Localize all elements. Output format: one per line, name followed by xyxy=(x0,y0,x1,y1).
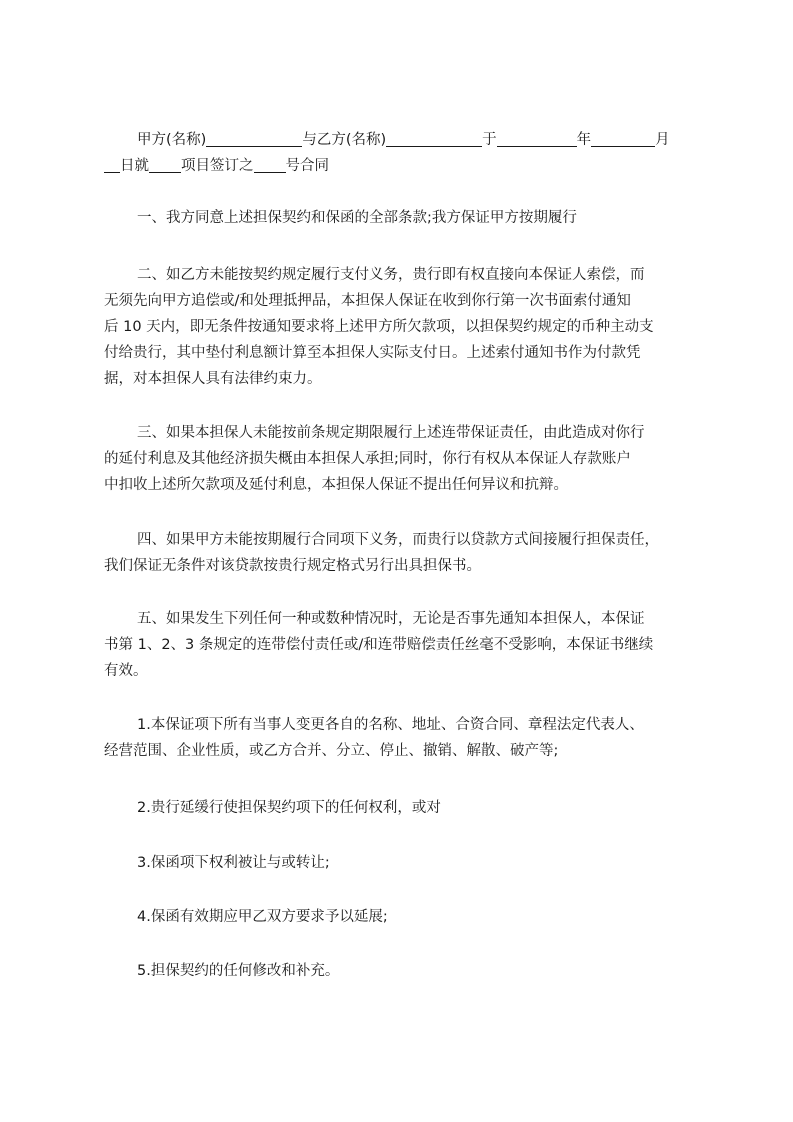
clause-2 xyxy=(104,262,704,392)
item-1-line: 1.本保证项下所有当事人变更各自的名称、地址、合资合同、章程法定代表人、 xyxy=(137,717,644,733)
project-label: 项目签订之 xyxy=(181,158,254,174)
item-3 xyxy=(104,850,704,876)
clause-4-line: 四、如果甲方未能按期履行合同项下义务，而贵行以贷款方式间接履行担保责任， xyxy=(137,532,659,548)
item-1 xyxy=(104,712,704,764)
clause-3-line: 三、如果本担保人未能按前条规定期限履行上述连带保证责任，由此造成对你行 xyxy=(137,425,645,441)
party-b-label: 与乙方(名称) xyxy=(302,132,387,148)
item-1-line: 经营范围、企业性质，或乙方合并、分立、停止、撤销、解散、破产等; xyxy=(104,743,559,759)
on-label: 于 xyxy=(482,132,497,148)
month-blank xyxy=(591,130,655,147)
project-blank xyxy=(149,156,181,173)
day-blank xyxy=(104,156,120,173)
item-4-line: 4.保函有效期应甲乙双方要求予以延展; xyxy=(137,909,388,925)
clause-5-line: 五、如果发生下列任何一种或数种情况时，无论是否事先通知本担保人，本保证 xyxy=(137,611,645,627)
clause-2-line: 据，对本担保人具有法律约束力。 xyxy=(104,371,322,387)
clause-3-line: 的延付利息及其他经济损失概由本担保人承担;同时，你行有权从本保证人存款账户 xyxy=(104,451,631,467)
month-label: 月 xyxy=(655,132,670,148)
preamble-line-2 xyxy=(104,153,704,179)
clause-2-line: 无须先向甲方追偿或/和处理抵押品，本担保人保证在收到你行第一次书面索付通知 xyxy=(104,293,631,309)
clause-3 xyxy=(104,420,704,498)
party-a-label: 甲方(名称) xyxy=(137,132,207,148)
clause-4-line: 我们保证无条件对该贷款按贵行规定格式另行出具担保书。 xyxy=(104,558,481,574)
day-label: 日就 xyxy=(120,158,149,174)
clause-5-line: 书第 1、2、3 条规定的连带偿付责任或/和连带赔偿责任丝毫不受影响，本保证书继续 xyxy=(104,637,654,653)
clause-1 xyxy=(104,205,704,231)
clause-2-line: 付给贵行，其中垫付利息额计算至本担保人实际支付日。上述索付通知书作为付款凭 xyxy=(104,345,641,361)
contract-label: 号合同 xyxy=(285,158,329,174)
year-label: 年 xyxy=(576,132,592,148)
preamble-line-1 xyxy=(104,127,704,153)
item-5 xyxy=(104,958,704,984)
party-a-blank xyxy=(206,130,302,147)
item-3-line: 3.保函项下权利被让与或转让; xyxy=(137,855,330,871)
clause-2-line: 二、如乙方未能按契约规定履行支付义务，贵行即有权直接向本保证人索偿，而 xyxy=(137,267,645,283)
item-2-line: 2.贵行延缓行使担保契约项下的任何权利，或对 xyxy=(137,800,441,816)
item-2 xyxy=(104,795,704,821)
item-4 xyxy=(104,904,704,930)
clause-3-line: 中扣收上述所欠款项及延付利息，本担保人保证不提出任何异议和抗辩。 xyxy=(104,477,568,493)
clause-5 xyxy=(104,606,704,684)
year-blank xyxy=(497,130,577,147)
item-5-line: 5.担保契约的任何修改和补充。 xyxy=(137,963,340,979)
contract-number-blank xyxy=(254,156,286,173)
clause-5-line: 有效。 xyxy=(104,663,148,679)
party-b-blank xyxy=(386,130,482,147)
clause-4 xyxy=(104,527,704,579)
preamble xyxy=(104,127,704,179)
clause-1-line: 一、我方同意上述担保契约和保函的全部条款;我方保证甲方按期履行 xyxy=(137,210,577,226)
clause-2-line: 后 10 天内，即无条件按通知要求将上述甲方所欠款项，以担保契约规定的币种主动支 xyxy=(104,319,654,335)
